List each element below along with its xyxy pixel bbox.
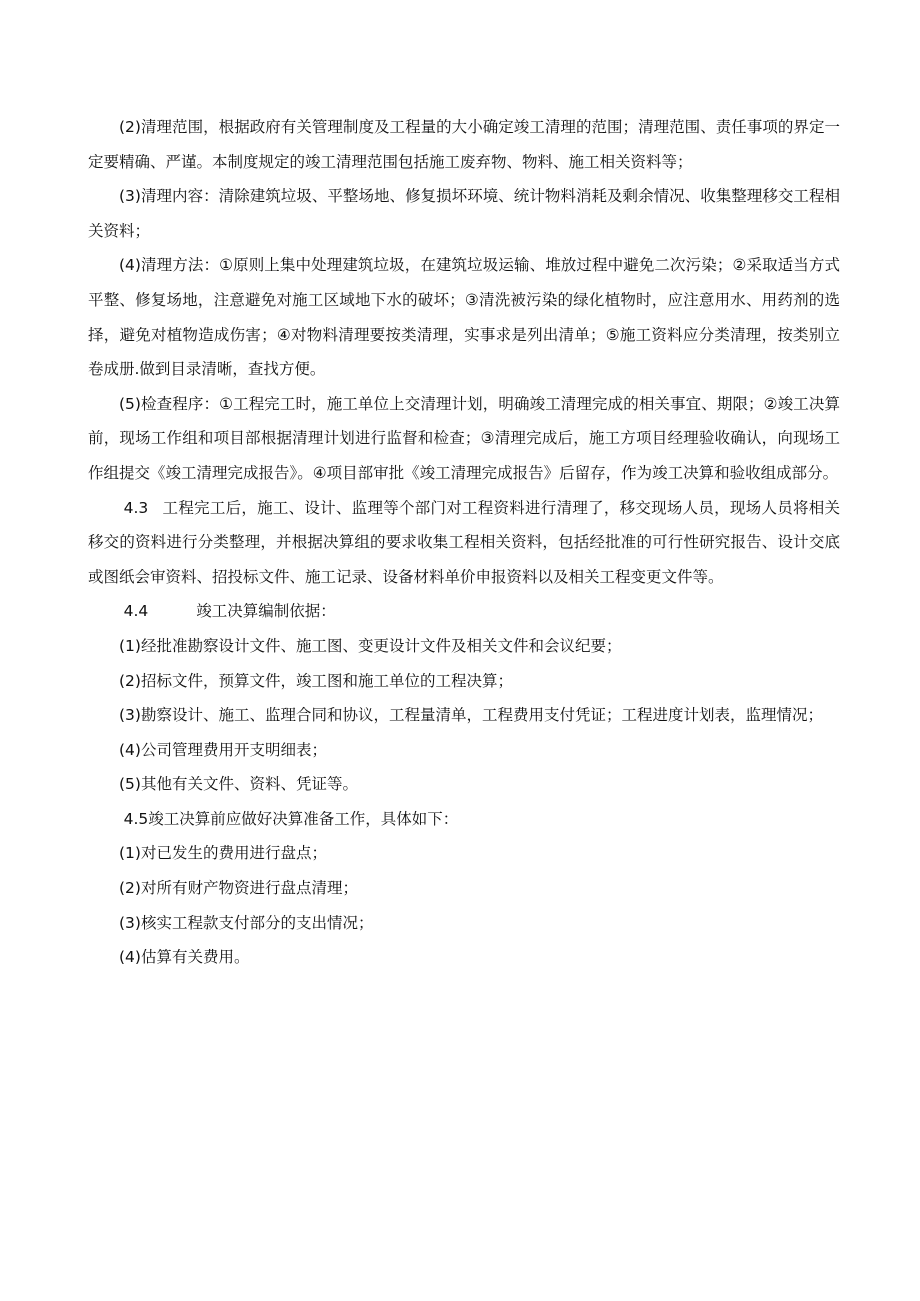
section-4-5-item-3: (3)核实工程款支付部分的支出情况； — [119, 913, 374, 932]
section-4-5-item-2: (2)对所有财产物资进行盘点清理； — [119, 879, 358, 898]
section-4-4-item-4: (4)公司管理费用开支明细表； — [119, 740, 327, 759]
paragraph-check-procedure: (5)检查程序：①工程完工时，施工单位上交清理计划，明确竣工清理完成的相关事宜、期限；②竣工决算前，现场工作组和项目部根据清理计划进行监督和检查；③清理完成后，施工方项目经理验收确认，向现场工作组提交《竣工清理完成报告》。④项目部审批《竣工清理完成报告》后留存，作为竣工决算和验收组成部分。 — [88, 394, 840, 482]
paragraph-clean-method: (4)清理方法：①原则上集中处理建筑垃圾，在建筑垃圾运输、堆放过程中避免二次污染；②采取适当方式平整、修复场地，注意避免对施工区域地下水的破坏；③清洗被污染的绿化植物时，应注意用水、用药剂的选择，避免对植物造成伤害；④对物料清理要按类清理，实事求是列出清单；⑤施工资料应分类清理，按类别立卷成册.做到目录清晰，查找方便。 — [88, 256, 840, 379]
section-4-4-item-5: (5)其他有关文件、资料、凭证等。 — [119, 775, 358, 794]
document-page — [88, 110, 840, 975]
section-4-4-item-1: (1)经批准勘察设计文件、施工图、变更设计文件及相关文件和会议纪要； — [119, 636, 622, 655]
section-4-5: 4.5竣工决算前应做好决算准备工作，具体如下： — [123, 809, 459, 828]
section-4-3 — [88, 491, 840, 595]
section-4-4-item-3: (3)勘察设计、施工、监理合同和协议，工程量清单，工程费用支付凭证；工程进度计划表，监理情况； — [119, 706, 823, 725]
section-4-4-item-2: (2)招标文件，预算文件，竣工图和施工单位的工程决算； — [119, 671, 513, 690]
section-4-4-text: 竣工决算编制依据： — [196, 602, 336, 621]
paragraph-clean-scope: (2)清理范围，根据政府有关管理制度及工程量的大小确定竣工清理的范围；清理范围、责任事项的界定一定要精确、严谨。本制度规定的竣工清理范围包括施工废弃物、物料、施工相关资料等； — [88, 118, 840, 171]
section-4-4 — [88, 594, 840, 629]
section-4-5-item-1: (1)对已发生的费用进行盘点； — [119, 844, 327, 863]
section-4-3-number: 4.3 — [123, 498, 149, 517]
paragraph-clean-content: (3)清理内容：清除建筑垃圾、平整场地、修复损坏环境、统计物料消耗及剩余情况、收集整理移交工程相关资料； — [88, 187, 840, 240]
section-4-4-number: 4.4 — [123, 602, 149, 621]
section-4-5-item-4: (4)估算有关费用。 — [119, 948, 250, 967]
section-4-3-text: 工程完工后，施工、设计、监理等个部门对工程资料进行清理了，移交现场人员，现场人员将相关移交的资料进行分类整理，并根据决算组的要求收集工程相关资料，包括经批准的可行性研究报告、设计交底或图纸会审资料、招投标文件、施工记录、设备材料单价申报资料以及相关工程变更文件等。 — [88, 498, 840, 586]
